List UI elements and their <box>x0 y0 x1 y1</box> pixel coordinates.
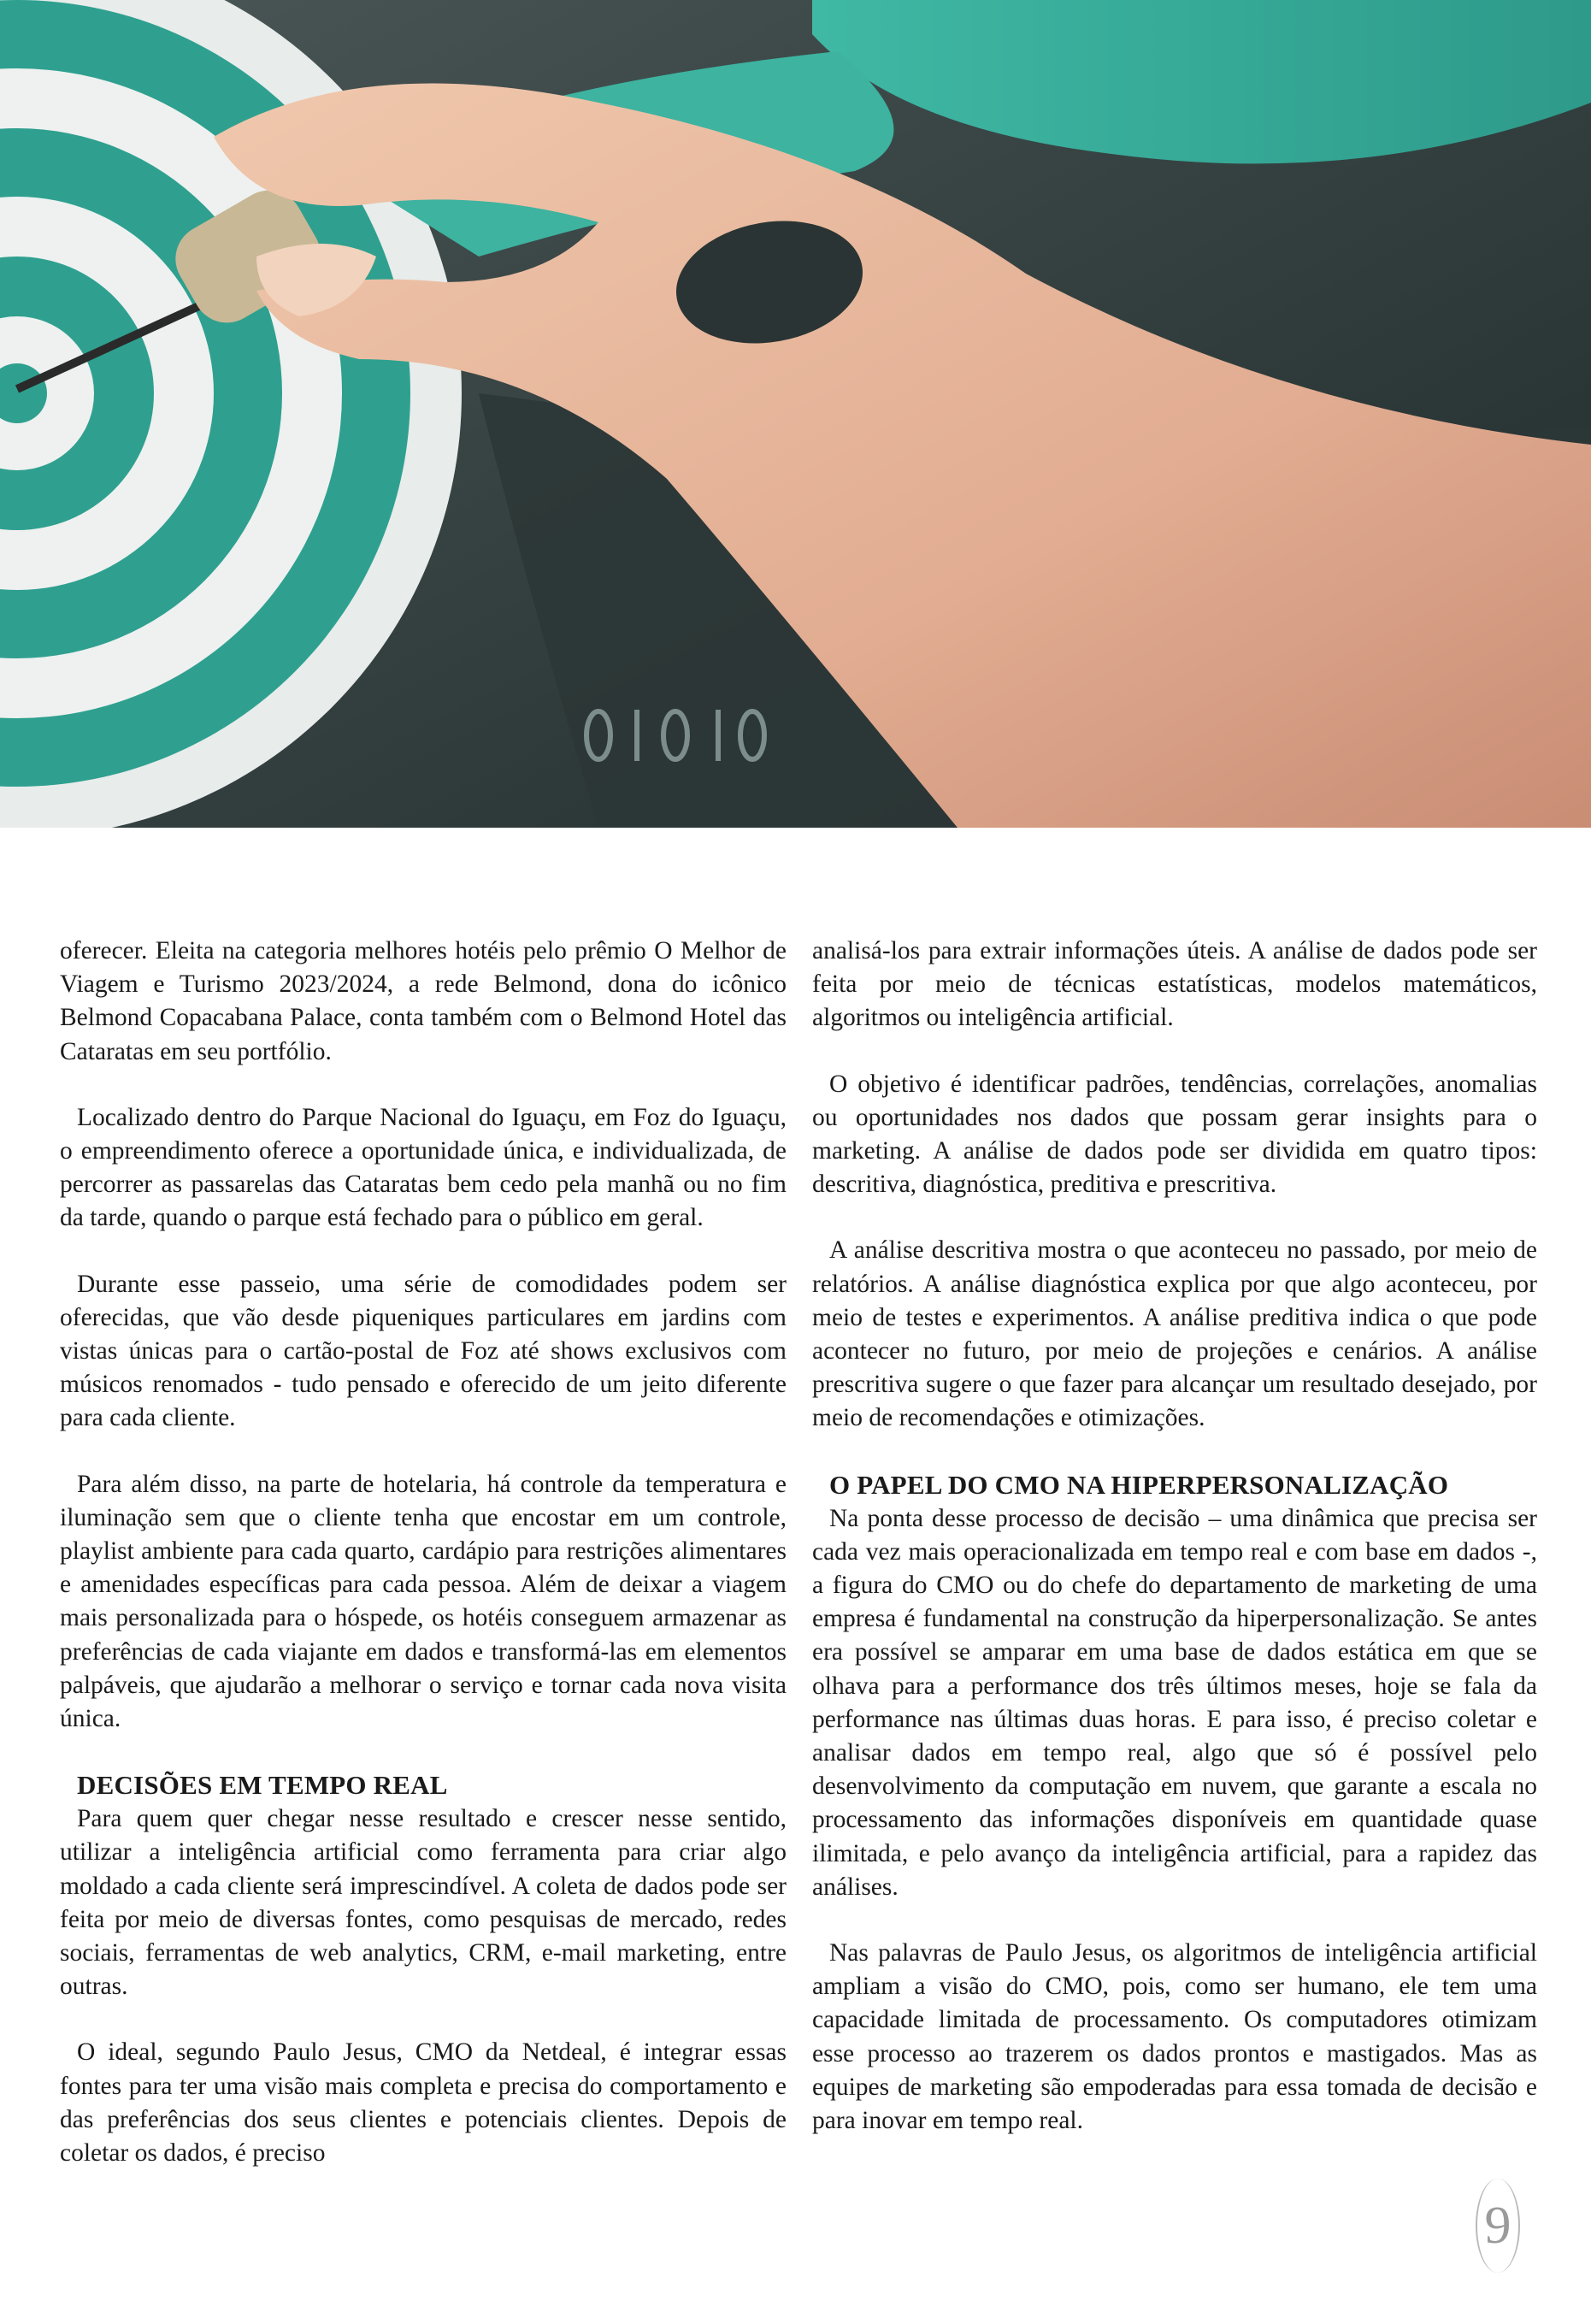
left-column <box>60 935 787 2203</box>
paragraph: Para além disso, na parte de hotelaria, há controle da temperatura e iluminação sem que o cliente tenha que encostar em um controle, playlist ambiente para cada quarto, cardápio para restrições alimentares e amenidades específicas para cada pessoa. Além de deixar a viagem mais personalizada para o hóspede, os hotéis conseguem armazenar as preferências de cada viajante em dados e transformá-las em elementos palpáveis, que ajudarão a melhorar o serviço e tornar cada nova visita única. <box>60 1470 787 1733</box>
paragraph: Localizado dentro do Parque Nacional do Iguaçu, em Foz do Iguaçu, o empreendimento oferece a oportunidade única, e individualizada, de percorrer as passarelas das Cataratas bem cedo pela manhã ou no fim da tarde, quando o parque está fechado para o público em geral. <box>60 1103 787 1232</box>
page-number-text: 9 <box>1484 2197 1511 2255</box>
paragraph: Durante esse passeio, uma série de comodidades podem ser oferecidas, que vão desde piqueniques particulares em jardins com vistas únicas para o cartão-postal de Foz até shows exclusivos com músicos renomados - tudo pensado e oferecido de um jeito diferente para cada cliente. <box>60 1270 787 1432</box>
paragraph: Na ponta desse processo de decisão – uma dinâmica que precisa ser cada vez mais operacionalizada em tempo real e com base em dados -, a figura do CMO ou do chefe do departamento de marketing de uma empresa é fundamental na construção da hiperpersonalização. Se antes era possível se amparar em uma base de dados estática em que se olhava para a performance dos três últimos meses, hoje se fala da performance nas últimas duas horas. E para isso, é preciso coletar e analisar dados em tempo real, algo que só é possível pelo desenvolvimento da computação em nuvem, que garante a escala no processamento das informações disponíveis em quantidade quase ilimitada, e pelo avanço da inteligência artificial, para a rapidez das análises. <box>812 1504 1537 1901</box>
dart-target-photo-icon <box>0 0 1591 828</box>
paragraph: O objetivo é identificar padrões, tendências, correlações, anomalias ou oportunidades nos dados que possam gerar insights para o marketing. A análise de dados pode ser dividida em quatro tipos: descritiva, diagnóstica, preditiva e prescritiva. <box>812 1070 1537 1199</box>
paragraph: oferecer. Eleita na categoria melhores hotéis pelo prêmio O Melhor de Viagem e Turismo 2023/2024, a rede Belmond, dona do icônico Belmond Copacabana Palace, conta também com o Belmond Hotel das Cataratas em seu portfólio. <box>60 937 787 1065</box>
paragraph: analisá-los para extrair informações úteis. A análise de dados pode ser feita por meio de técnicas estatísticas, modelos matemáticos, algoritmos ou inteligência artificial. <box>812 937 1537 1032</box>
section-heading: DECISÕES EM TEMPO REAL <box>77 1770 448 1801</box>
page-number <box>1464 2179 1532 2273</box>
paragraph: A análise descritiva mostra o que aconteceu no passado, por meio de relatórios. A análise diagnóstica explica por que algo aconteceu, por meio de testes e experimentos. A análise preditiva indica o que pode acontecer no futuro, por meio de projeções e cenários. A análise prescritiva sugere o que fazer para alcançar um resultado desejado, por meio de recomendações e otimizações. <box>812 1236 1537 1432</box>
paragraph: Para quem quer chegar nesse resultado e crescer nesse sentido, utilizar a inteligência artificial como ferramenta para criar algo moldado a cada cliente será imprescindível. A coleta de dados pode ser feita por meio de diversas fontes, como pesquisas de mercado, redes sociais, ferramentas de web analytics, CRM, e-mail marketing, entre outras. <box>60 1805 787 2001</box>
paragraph: O ideal, segundo Paulo Jesus, CMO da Netdeal, é integrar essas fontes para ter uma visão mais completa e precisa do comportamento e das preferências dos seus clientes e potenciais clientes. Depois de coletar os dados, é preciso <box>60 2038 787 2168</box>
section-heading: O PAPEL DO CMO NA HIPERPERSONALIZAÇÃO <box>829 1469 1449 1500</box>
header-photo <box>0 0 1591 828</box>
ornament-icon <box>1476 2179 1520 2273</box>
right-column <box>812 935 1537 2170</box>
paragraph: Nas palavras de Paulo Jesus, os algoritmos de inteligência artificial ampliam a visão do CMO, pois, como ser humano, ele tem uma capacidade limitada de processamento. Os computadores otimizam esse processo ao trazerem os dados prontos e mastigados. Mas as equipes de marketing são empoderadas para essa tomada de decisão e para inovar em tempo real. <box>812 1939 1537 2135</box>
